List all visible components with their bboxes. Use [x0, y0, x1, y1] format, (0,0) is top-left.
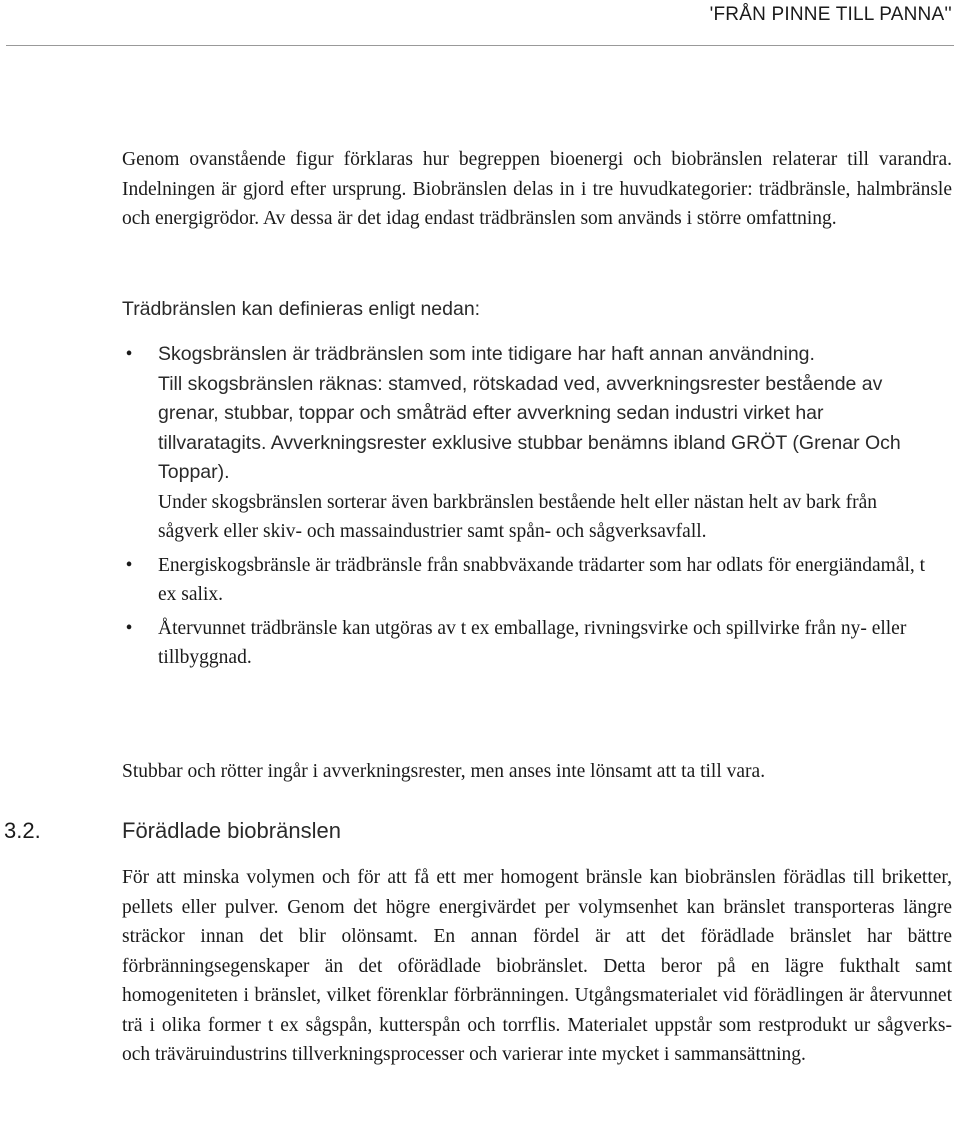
bullet-item-energiskog: [122, 551, 932, 610]
bullet-icon: •: [125, 554, 133, 576]
bullet-text: Skogsbränslen är trädbränslen som inte tidigare har haft annan användning.: [158, 343, 815, 365]
section-title: Förädlade biobränslen: [122, 818, 341, 843]
bullet-text: Under skogsbränslen sorterar även barkbränslen bestående helt eller nästan helt av bark från sågverk eller skiv- och massaindustrier samt spån- och sågverksavfall.: [158, 491, 878, 542]
section-number: 3.2.: [4, 818, 41, 843]
bullet-text: Till skogsbränslen räknas: stamved, rötskadad ved, avverkningsrester bestående av grenar, stubbar, toppar och småträd efter avverkning sedan industri virket har tillvaratagits. Avverkningsrester exklusive stubbar benämns ibland GRÖT (Grenar Och Toppar).: [158, 372, 901, 483]
section-paragraph: För att minska volymen och för att få ett mer homogent bränsle kan biobränslen förädlas till briketter, pellets eller pulver. Genom det högre energivärdet per volymsenhet kan bränslet transporteras längre sträckor innan det blir olönsamt. En annan fördel är att det förädlade bränslet har bättre förbränningsegenskaper än det oförädlade biobränslet. Detta beror på en lägre fukthalt samt homogeniteten i bränslet, vilket förenklar förbränningen. Utgångsmaterialet vid förädlingen är återvunnet trä i olika former t ex sågspån, kutterspån och torrflis. Materialet uppstår som restprodukt ur sågverks- och träväruindustrins tillverkningsprocesser och varierar inte mycket i sammansättning.: [122, 867, 952, 1065]
stump-note: Stubbar och rötter ingår i avverkningsrester, men anses inte lönsamt att ta till vara.: [122, 761, 766, 782]
bullet-item-skogsbransle: [122, 340, 932, 547]
bullet-list: [122, 340, 932, 673]
bullet-item-atervunnet: [122, 614, 932, 673]
header-divider: [6, 45, 954, 46]
running-header: 'FRÅN PINNE TILL PANNA'': [709, 4, 952, 25]
definition-lead: Trädbränslen kan definieras enligt nedan:: [122, 298, 481, 320]
intro-paragraph: Genom ovanstående figur förklaras hur begreppen bioenergi och biobränslen relaterar till varandra. Indelningen är gjord efter ursprung. Biobränslen delas in i tre huvudkategorier: trädbränsle, halmbränsle och energigrödor. Av dessa är det idag endast trädbränslen som används i större omfattning.: [122, 149, 952, 229]
bullet-icon: •: [125, 617, 133, 639]
bullet-icon: •: [125, 344, 133, 365]
bullet-text: Återvunnet trädbränsle kan utgöras av t ex emballage, rivningsvirke och spillvirke från ny- eller tillbyggnad.: [158, 617, 907, 668]
bullet-text: Energiskogsbränsle är trädbränsle från snabbväxande trädarter som har odlats för energiändamål, t ex salix.: [158, 554, 926, 605]
